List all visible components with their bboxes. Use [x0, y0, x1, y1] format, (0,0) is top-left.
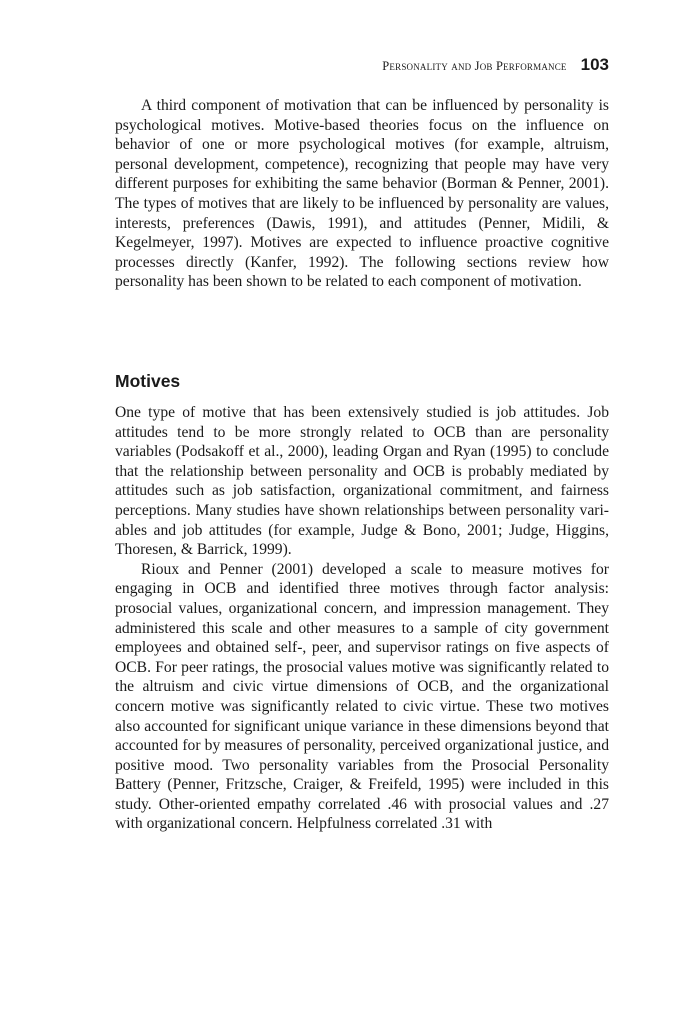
paragraph-rioux-penner: Rioux and Penner (2001) developed a scale to measure motives for engaging in OCB and identified three motives through factor analysis: prosocial values, organizational concern, and impression management. They administered this scale and other measures to a sample of city government employees and obtained self-, peer, and supervisor ratings on five aspects of OCB. For peer ratings, the prosocial values motive was significantly related to the altruism and civic virtue dimensions of OCB, and the organizational concern motive was significantly related to civic virtue. These two motives also accounted for significant unique variance in these dimensions beyond that accounted for by measures of personality, perceived organizational justice, and positive mood. Two personality variables from the Prosocial Personality Battery (Penner, Fritzsche, Craiger, & Freifeld, 1995) were included in this study. Other-oriented empathy correlated .46 with prosocial values and .27 with organizational concern. Helpfulness correlated .31 with: [115, 560, 609, 833]
paragraph-job-attitudes: One type of motive that has been extensively studied is job attitudes. Job attitudes tend to be more strongly related to OCB than are personality variables (Podsakoff et al., 2000), leading Organ and Ryan (1995) to conclude that the relationship between personality and OCB is probably mediated by attitudes such as job satisfaction, organizational commitment, and fairness perceptions. Many studies have shown relationships between personality variables and job attitudes (for example, Judge & Bono, 2001; Judge, Higgins, Thoresen, & Barrick, 1999).: [115, 404, 609, 559]
running-head: [382, 55, 609, 75]
running-title: Personality and Job Performance: [382, 59, 567, 73]
section-heading-motives: Motives: [115, 371, 181, 391]
paragraph-intro: A third component of motivation that can be influenced by personality is psychological motives. Motive-based theories focus on the influence on behavior of one or more psychological motives (for example, altruism, personal development, competence), recognizing that people may have very different purposes for exhibiting the same behavior (Borman & Penner, 2001). The types of motives that are likely to be influenced by personality are values, interests, preferences (Dawis, 1991), and attitudes (Penner, Midili, & Kegelmeyer, 1997). Motives are expected to influence proactive cognitive processes directly (Kanfer, 1992). The following sections review how personality has been shown to be related to each component of motivation.: [115, 97, 609, 291]
page-number: 103: [580, 55, 609, 74]
intro-block: [115, 96, 609, 292]
motives-block: [115, 403, 609, 834]
